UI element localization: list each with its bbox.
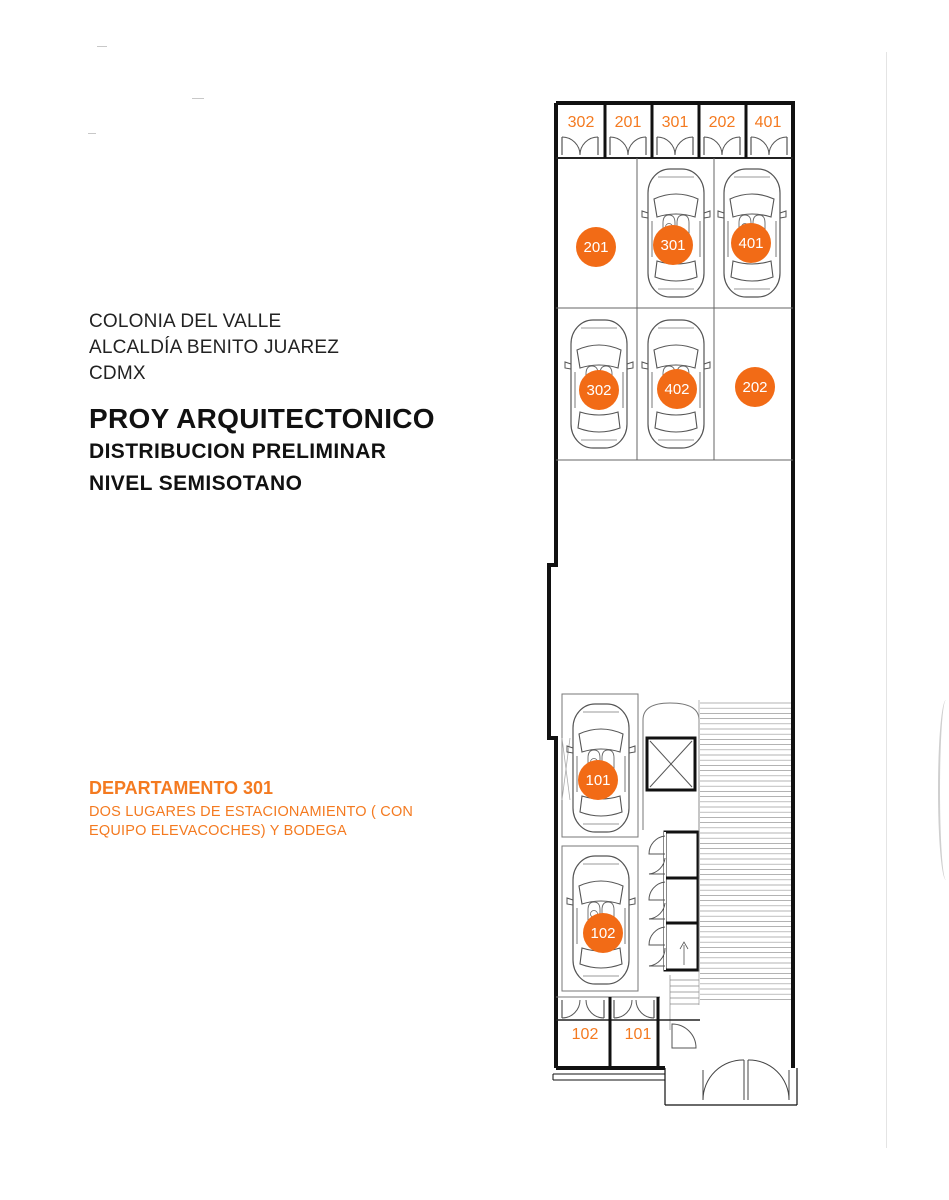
project-subtitle-level: NIVEL SEMISOTANO <box>89 472 303 495</box>
storage-label-301: 301 <box>661 114 689 131</box>
location-city: CDMX <box>89 363 146 384</box>
parking-label-302: 302 <box>586 382 612 399</box>
entrance-gate <box>703 1060 789 1100</box>
stairs <box>670 975 699 1030</box>
scan-mark <box>192 98 204 99</box>
project-title: PROY ARQUITECTONICO <box>89 403 435 434</box>
storage-label-102: 102 <box>571 1026 599 1043</box>
storage-label-401: 401 <box>754 114 782 131</box>
department-desc-line1: DOS LUGARES DE ESTACIONAMIENTO ( CON <box>89 804 414 820</box>
parking-label-102: 102 <box>590 925 616 942</box>
elevator-core <box>643 703 699 830</box>
bodega-units <box>649 832 698 970</box>
storage-label-202: 202 <box>708 114 736 131</box>
project-subtitle-distribution: DISTRIBUCION PRELIMINAR <box>89 440 387 463</box>
scan-mark <box>88 133 96 134</box>
location-block <box>89 309 339 387</box>
page-edge-line <box>886 52 887 1148</box>
department-title: DEPARTAMENTO 301 <box>89 778 274 798</box>
location-borough: ALCALDÍA BENITO JUAREZ <box>89 337 340 358</box>
storage-label-302: 302 <box>567 114 595 131</box>
department-desc-line2: EQUIPO ELEVACOCHES) Y BODEGA <box>89 823 347 839</box>
parking-label-402: 402 <box>664 381 690 398</box>
parking-label-301: 301 <box>660 237 686 254</box>
page-curl <box>938 700 949 880</box>
parking-label-202: 202 <box>742 379 768 396</box>
parking-label-401: 401 <box>738 235 764 252</box>
scan-mark <box>97 46 107 47</box>
ramp-lines <box>700 703 791 999</box>
location-neighborhood: COLONIA DEL VALLE <box>89 311 282 332</box>
parking-label-101: 101 <box>585 772 611 789</box>
parking-label-201: 201 <box>583 239 609 256</box>
storage-label-201: 201 <box>614 114 642 131</box>
department-description <box>89 803 413 841</box>
floor-plan <box>540 95 810 1115</box>
storage-label-101: 101 <box>624 1026 652 1043</box>
